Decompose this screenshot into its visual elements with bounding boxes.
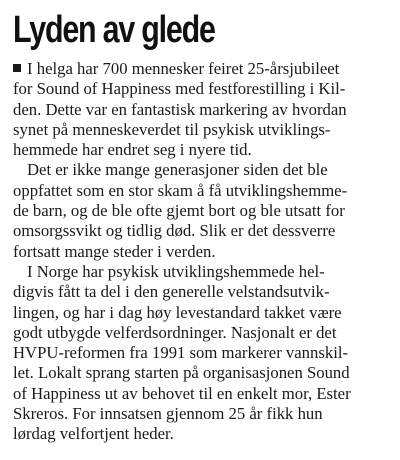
paragraph-line: synet på menneskeverdet til psykisk utviklings-	[13, 119, 331, 139]
article	[13, 10, 393, 445]
paragraph-line: HVPU-reformen fra 1991 som markerer vannskil-	[13, 343, 349, 363]
paragraph-line: lingen, og har i dag høy levestandard takket være	[13, 302, 342, 322]
paragraph-line	[13, 59, 393, 79]
paragraph-line: digvis fått ta del i den generelle velstandsutvik-	[13, 282, 330, 302]
paragraph-line: for Sound of Happiness med festforestilling i Kil-	[13, 79, 346, 99]
headline: Lyden av glede	[13, 9, 215, 51]
paragraph-line: lørdag velfortjent heder.	[13, 424, 174, 444]
paragraph-line: oppfattet som en stor skam å få utviklingshemme-	[13, 180, 348, 200]
paragraph-line: de barn, og de ble ofte gjemt bort og ble utsatt for	[13, 201, 345, 221]
paragraph-line: I Norge har psykisk utviklingshemmede hel-	[27, 261, 325, 281]
paragraph-line: let. Lokalt sprang starten på organisasjonen Sound	[13, 363, 350, 383]
paragraph-line: Skreros. For innsatsen gjennom 25 år fikk hun	[13, 404, 323, 424]
paragraph-line: Det er ikke mange generasjoner siden det ble	[27, 160, 328, 180]
paragraph-line: hemmede har endret seg i nyere tid.	[13, 140, 252, 160]
paragraph-line: godt utbygde velferdsordninger. Nasjonalt er det	[13, 322, 337, 342]
paragraph-line: omsorgssvikt og tidlig død. Slik er det dessverre	[13, 221, 336, 241]
paragraph-1	[13, 59, 393, 160]
paragraph-line: den. Dette var en fantastisk markering av hvordan	[13, 99, 347, 119]
paragraph-line-text: I helga har 700 mennesker feiret 25-årsjubileet	[27, 59, 340, 78]
paragraph-line: of Happiness ut av behovet til en enkelt mor, Ester	[13, 383, 351, 403]
paragraph-3	[13, 262, 393, 445]
paragraph-2	[13, 160, 393, 261]
paragraph-line: fortsatt mange steder i verden.	[13, 241, 216, 261]
square-bullet-icon	[13, 64, 21, 72]
